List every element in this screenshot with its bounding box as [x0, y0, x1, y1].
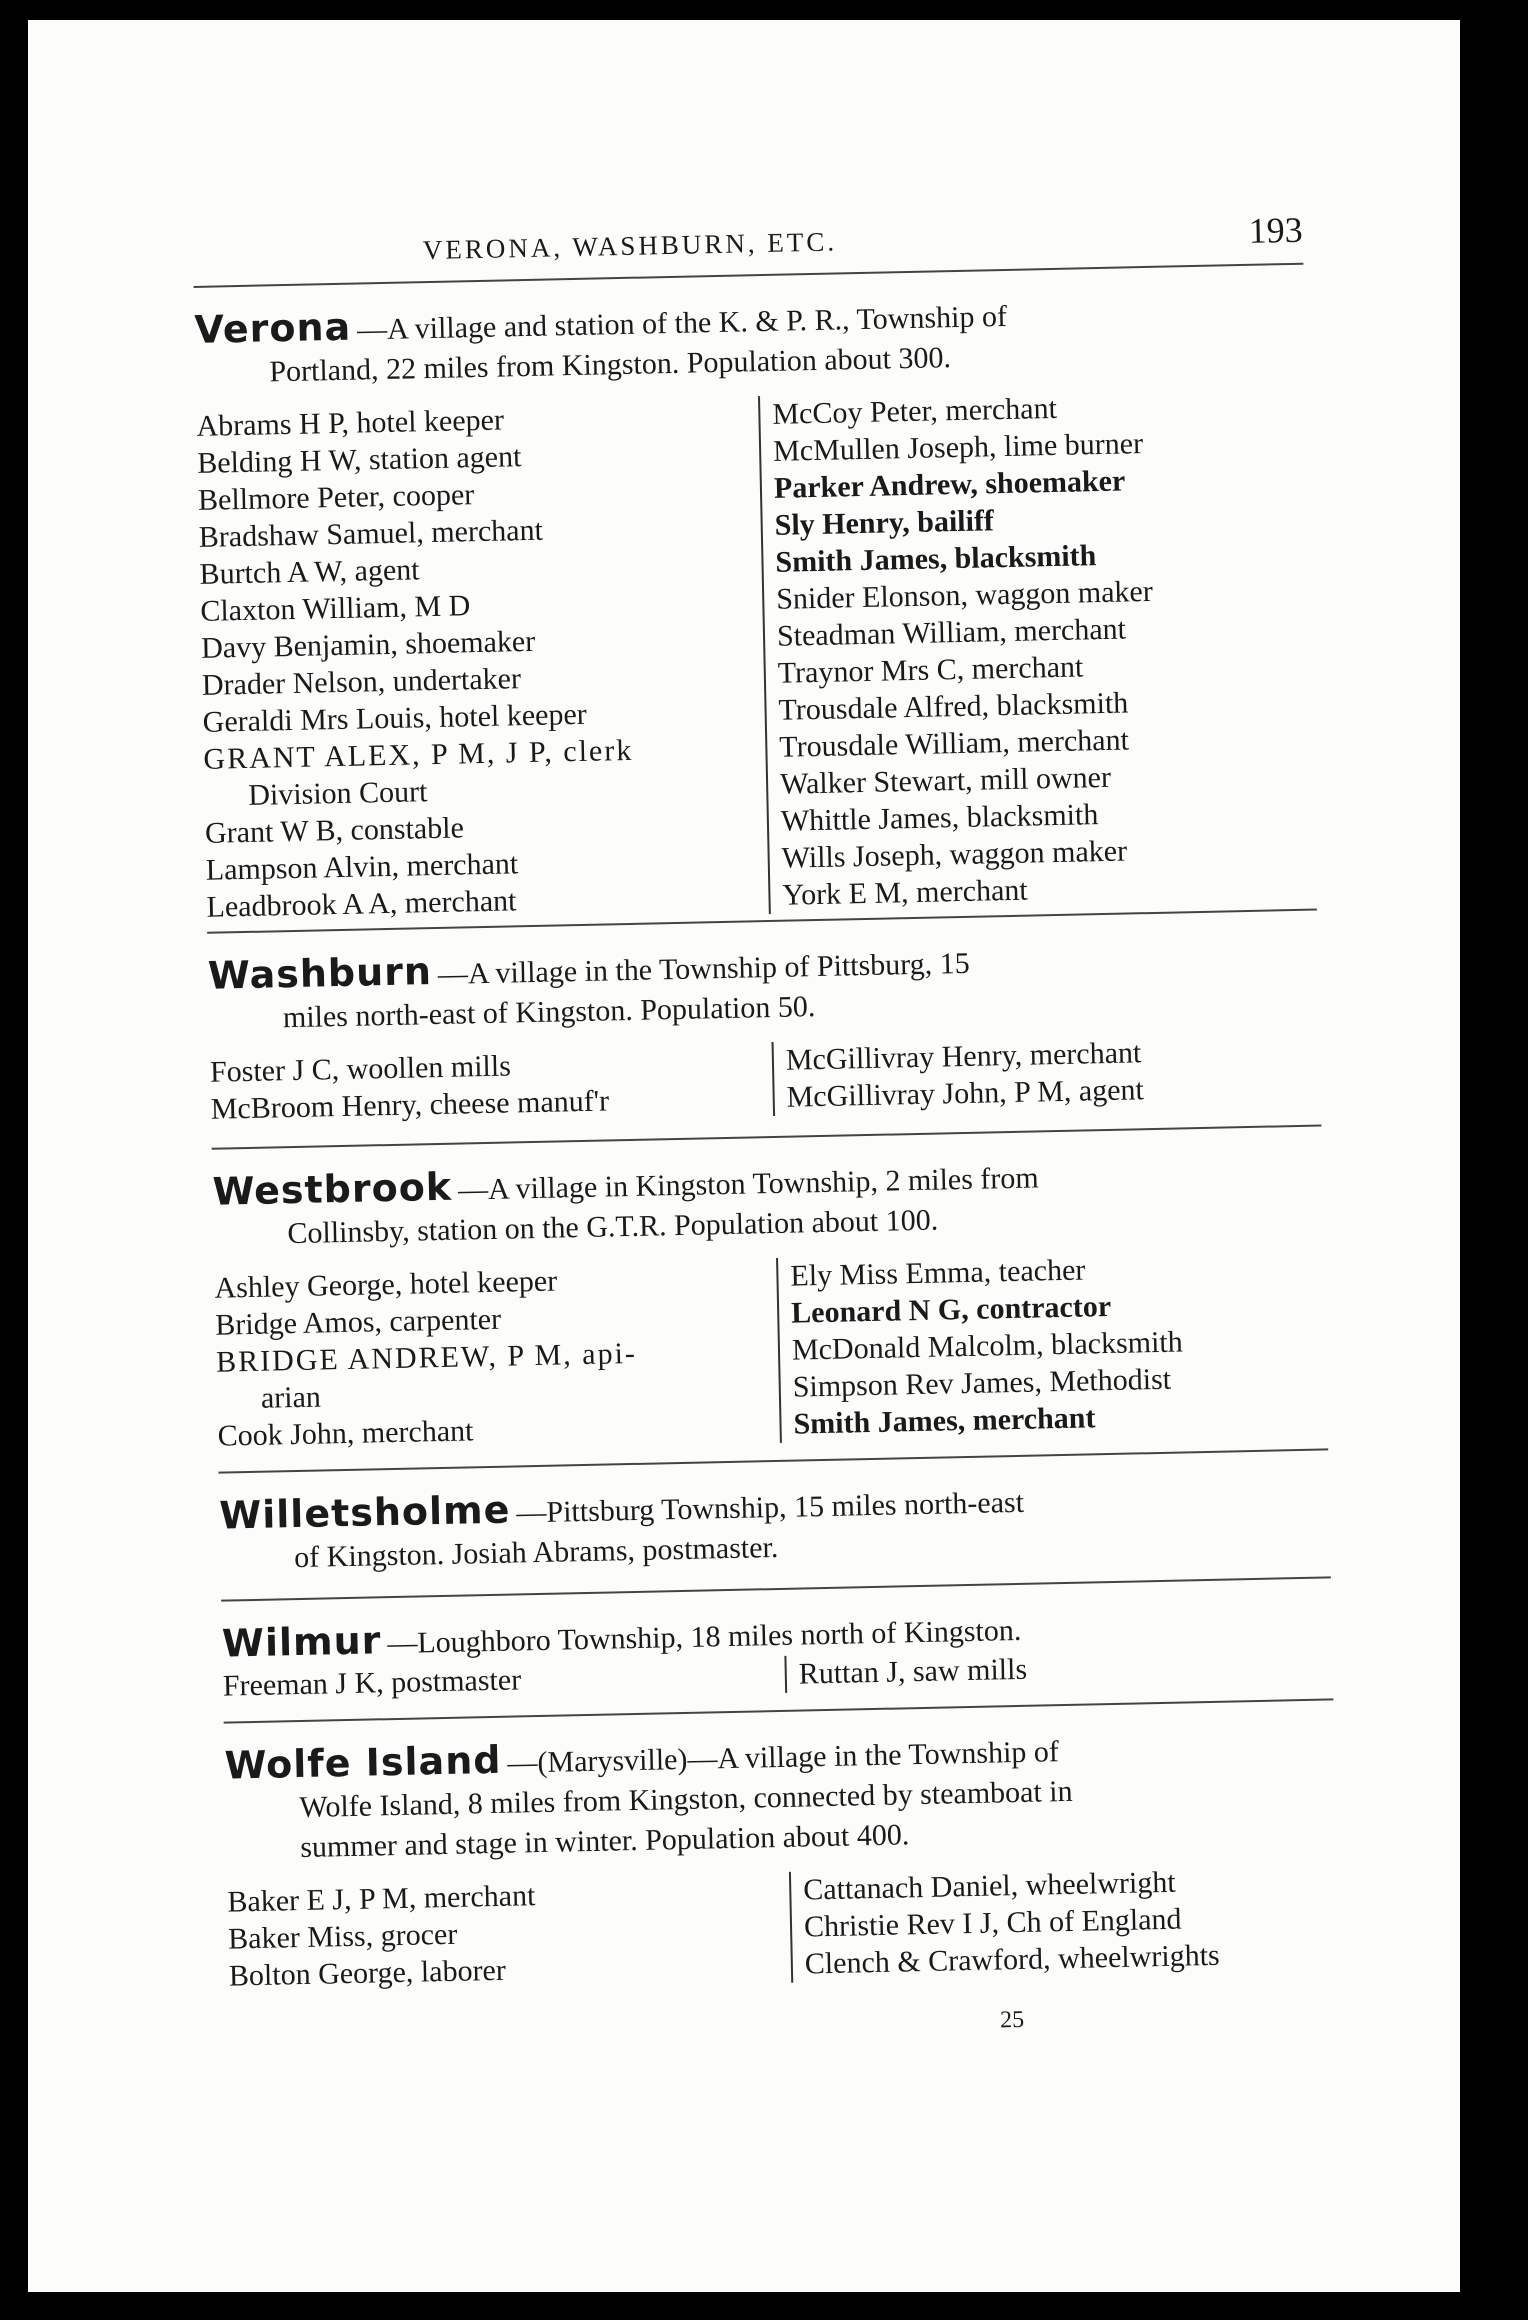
section-description-cont: Portland, 22 miles from Kingston. Population about 300. — [269, 341, 952, 389]
directory-entry: Walker Stewart, mill owner — [779, 760, 1112, 801]
directory-entry: Ruttan J, saw mills — [798, 1652, 1028, 1691]
directory-entry: Whittle James, blacksmith — [780, 798, 1099, 838]
section-description-cont: summer and stage in winter. Population about 400. — [299, 1818, 910, 1865]
directory-entry: McMullen Joseph, lime burner — [772, 427, 1144, 468]
section-description: —A village in the Township of Pittsburg, 15 — [437, 946, 970, 991]
directory-entry: Steadman William, merchant — [776, 612, 1127, 653]
directory-entry: Drader Nelson, undertaker — [201, 662, 522, 702]
section-description-cont: Wolfe Island, 8 miles from Kingston, connected by steamboat in — [299, 1774, 1073, 1825]
section-description: —A village in Kingston Township, 2 miles from — [457, 1161, 1040, 1207]
directory-entry: Trousdale Alfred, blacksmith — [778, 686, 1129, 727]
place-name: Westbrook — [212, 1164, 453, 1214]
directory-entry: Geraldi Mrs Louis, hotel keeper — [202, 697, 588, 739]
directory-entry: Freeman J K, postmaster — [222, 1663, 522, 1703]
section-description: —A village and station of the K. & P. R., Township of — [356, 299, 1008, 347]
directory-entry: Parker Andrew, shoemaker — [773, 464, 1126, 505]
directory-entry: Claxton William, M D — [200, 589, 471, 628]
directory-entry: Smith James, merchant — [793, 1401, 1096, 1441]
section-wilmur — [221, 1600, 1333, 1703]
directory-entry: Burtch A W, agent — [199, 553, 420, 591]
directory-entry: McGillivray John, P M, agent — [786, 1073, 1145, 1114]
left-column — [214, 1258, 758, 1454]
directory-entry: Bridge Amos, carpenter — [214, 1302, 502, 1342]
section-description: —Loughboro Township, 18 miles north of Kingston. — [387, 1613, 1022, 1661]
directory-entry: Ely Miss Emma, teacher — [790, 1253, 1086, 1293]
directory-entry: Baker Miss, grocer — [227, 1917, 458, 1956]
directory-entry: Lampson Alvin, merchant — [205, 847, 519, 887]
directory-entry: Cattanach Daniel, wheelwright — [802, 1865, 1176, 1907]
section-willetsholme — [219, 1472, 1331, 1579]
directory-entry: Division Court — [247, 775, 428, 812]
section-description-cont: Collinsby, station on the G.T.R. Population about 100. — [287, 1203, 939, 1251]
right-column — [789, 1860, 1353, 1983]
directory-entry: Wills Joseph, waggon maker — [781, 834, 1128, 875]
directory-entry: Foster J C, woollen mills — [209, 1049, 512, 1089]
directory-entry: Baker E J, P M, merchant — [227, 1879, 536, 1919]
section-description-cont: of Kingston. Josiah Abrams, postmaster. — [293, 1530, 779, 1575]
place-name: Willetsholme — [218, 1487, 511, 1538]
directory-entry: McGillivray Henry, merchant — [785, 1036, 1142, 1077]
directory-entry: Smith James, blacksmith — [775, 539, 1097, 579]
right-column — [772, 1030, 1335, 1116]
section-rule — [224, 1698, 1334, 1723]
directory-entry: Bradshaw Samuel, merchant — [198, 513, 544, 554]
directory-entry: York E M, merchant — [782, 873, 1029, 912]
directory-entry: Leonard N G, contractor — [790, 1289, 1112, 1330]
right-column — [776, 1246, 1342, 1443]
page-number: 193 — [1248, 209, 1304, 251]
section-description: —Pittsburg Township, 15 miles north-east — [516, 1485, 1025, 1530]
place-name: Verona — [194, 304, 352, 352]
directory-entry: McDonald Malcolm, blacksmith — [791, 1325, 1184, 1367]
directory-entry: arian — [260, 1380, 322, 1415]
directory-entry: Cook John, merchant — [217, 1414, 474, 1453]
section-wolfe-island — [224, 1722, 1337, 1993]
section-rule — [212, 1125, 1322, 1150]
directory-entry: Traynor Mrs C, merchant — [777, 650, 1084, 690]
place-name: Washburn — [207, 949, 433, 998]
directory-entry: Abrams H P, hotel keeper — [196, 403, 505, 443]
section-westbrook — [212, 1149, 1324, 1453]
section-description-cont: miles north-east of Kingston. Population 50. — [282, 990, 816, 1035]
directory-entry: Trousdale William, merchant — [779, 723, 1130, 764]
right-column — [758, 384, 1331, 914]
directory-entry: Christie Rev I J, Ch of England — [803, 1902, 1182, 1944]
directory-entry: Bellmore Peter, cooper — [197, 478, 475, 517]
directory-entry: Belding H W, station agent — [196, 440, 522, 480]
directory-entry: Bolton George, laborer — [228, 1953, 507, 1993]
section-description: —(Marysville)—A village in the Township of — [507, 1735, 1060, 1780]
running-head — [193, 209, 1304, 280]
directory-entry: McCoy Peter, merchant — [772, 391, 1058, 431]
left-column — [210, 1042, 751, 1127]
section-verona — [194, 287, 1306, 924]
section-rule — [221, 1576, 1331, 1601]
signature-mark: 25 — [999, 2006, 1025, 2034]
directory-entry: McBroom Henry, cheese manuf'r — [210, 1084, 610, 1126]
directory-entry: Ashley George, hotel keeper — [214, 1264, 558, 1305]
directory-page — [28, 20, 1460, 2292]
directory-entry: GRANT ALEX, P M, J P, clerk — [203, 733, 634, 776]
section-rule — [218, 1448, 1328, 1473]
directory-entry: Clench & Crawford, wheelwrights — [804, 1938, 1221, 1981]
directory-entry: Davy Benjamin, shoemaker — [200, 624, 536, 665]
section-washburn — [207, 933, 1320, 1126]
directory-entry: Simpson Rev James, Methodist — [792, 1362, 1172, 1404]
directory-entry: Grant W B, constable — [204, 811, 465, 850]
left-column — [196, 397, 747, 926]
left-column — [227, 1872, 769, 1994]
directory-entry: Snider Elonson, waggon maker — [775, 574, 1154, 616]
place-name: Wilmur — [221, 1618, 382, 1666]
running-title: VERONA, WASHBURN, ETC. — [422, 226, 838, 266]
directory-entry: BRIDGE ANDREW, P M, api- — [215, 1336, 638, 1379]
directory-entry: Leadbrook A A, merchant — [206, 884, 517, 924]
directory-entry: Sly Henry, bailiff — [774, 504, 995, 542]
place-name: Wolfe Island — [224, 1737, 502, 1788]
